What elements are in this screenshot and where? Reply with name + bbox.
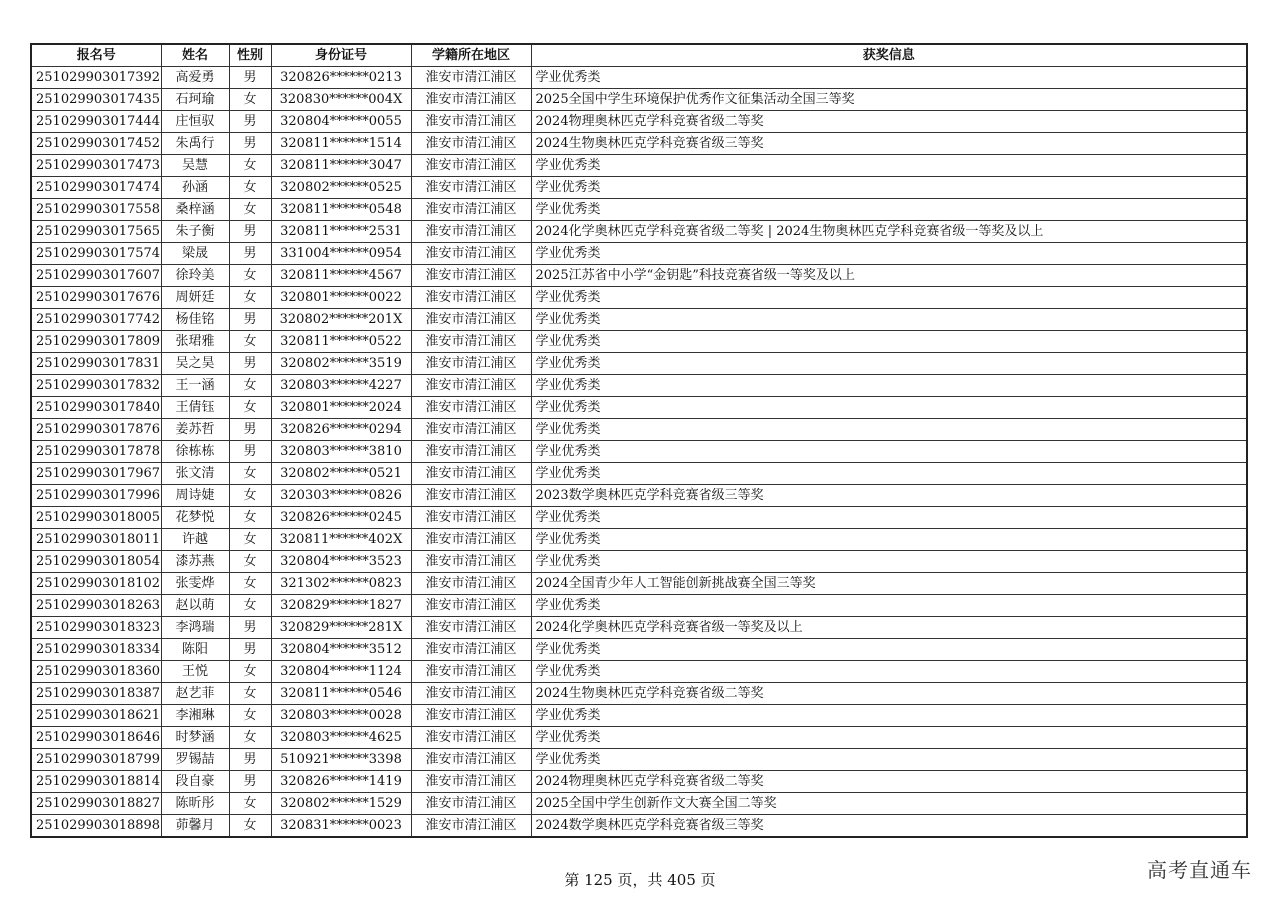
header-id-card: 身份证号: [271, 44, 411, 67]
award-cell: 学业优秀类: [531, 331, 1247, 353]
id-card-cell: 320802******0525: [271, 177, 411, 199]
id-card-cell: 320811******3047: [271, 155, 411, 177]
registration-no-cell: 251029903017558: [31, 199, 161, 221]
gender-cell: 女: [229, 397, 271, 419]
award-cell: 学业优秀类: [531, 309, 1247, 331]
name-cell: 梁晟: [161, 243, 229, 265]
id-card-cell: 320804******3523: [271, 551, 411, 573]
name-cell: 石珂瑜: [161, 89, 229, 111]
table-row: [31, 243, 1247, 265]
id-card-cell: 320811******2531: [271, 221, 411, 243]
id-card-cell: 320802******0521: [271, 463, 411, 485]
award-cell: 2024化学奥林匹克学科竞赛省级二等奖 | 2024生物奥林匹克学科竞赛省级一等奖及以上: [531, 221, 1247, 243]
award-cell: 学业优秀类: [531, 661, 1247, 683]
award-cell: 2025全国中学生创新作文大赛全国二等奖: [531, 793, 1247, 815]
registration-no-cell: 251029903017831: [31, 353, 161, 375]
id-card-cell: 320303******0826: [271, 485, 411, 507]
table-row: [31, 507, 1247, 529]
gender-cell: 男: [229, 771, 271, 793]
id-card-cell: 320811******0546: [271, 683, 411, 705]
table-row: [31, 155, 1247, 177]
id-card-cell: 320802******3519: [271, 353, 411, 375]
id-card-cell: 320811******1514: [271, 133, 411, 155]
registration-no-cell: 251029903018360: [31, 661, 161, 683]
award-cell: 学业优秀类: [531, 199, 1247, 221]
gender-cell: 男: [229, 639, 271, 661]
id-card-cell: 320804******1124: [271, 661, 411, 683]
award-cell: 学业优秀类: [531, 727, 1247, 749]
id-card-cell: 320826******1419: [271, 771, 411, 793]
name-cell: 许越: [161, 529, 229, 551]
registration-no-cell: 251029903017435: [31, 89, 161, 111]
id-card-cell: 320811******0548: [271, 199, 411, 221]
table-row: [31, 793, 1247, 815]
region-cell: 淮安市清江浦区: [411, 441, 531, 463]
award-cell: 学业优秀类: [531, 177, 1247, 199]
table-row: [31, 331, 1247, 353]
id-card-cell: 320831******0023: [271, 815, 411, 838]
region-cell: 淮安市清江浦区: [411, 287, 531, 309]
region-cell: 淮安市清江浦区: [411, 573, 531, 595]
table-row: [31, 573, 1247, 595]
award-cell: 学业优秀类: [531, 419, 1247, 441]
gender-cell: 男: [229, 133, 271, 155]
name-cell: 周诗婕: [161, 485, 229, 507]
registration-no-cell: 251029903017444: [31, 111, 161, 133]
region-cell: 淮安市清江浦区: [411, 661, 531, 683]
registration-no-cell: 251029903018334: [31, 639, 161, 661]
name-cell: 张文清: [161, 463, 229, 485]
award-cell: 学业优秀类: [531, 749, 1247, 771]
table-row: [31, 661, 1247, 683]
name-cell: 王一涵: [161, 375, 229, 397]
registration-no-cell: 251029903017832: [31, 375, 161, 397]
header-name: 姓名: [161, 44, 229, 67]
award-cell: 学业优秀类: [531, 551, 1247, 573]
award-cell: 学业优秀类: [531, 243, 1247, 265]
table-row: [31, 771, 1247, 793]
award-cell: 学业优秀类: [531, 639, 1247, 661]
award-cell: 2024全国青少年人工智能创新挑战赛全国三等奖: [531, 573, 1247, 595]
award-cell: 学业优秀类: [531, 155, 1247, 177]
id-card-cell: 320802******201X: [271, 309, 411, 331]
id-card-cell: 320826******0213: [271, 67, 411, 89]
region-cell: 淮安市清江浦区: [411, 793, 531, 815]
region-cell: 淮安市清江浦区: [411, 771, 531, 793]
name-cell: 周妍廷: [161, 287, 229, 309]
award-cell: 2024物理奥林匹克学科竞赛省级二等奖: [531, 771, 1247, 793]
name-cell: 桑梓涵: [161, 199, 229, 221]
gender-cell: 女: [229, 815, 271, 838]
award-cell: 2023数学奥林匹克学科竞赛省级三等奖: [531, 485, 1247, 507]
header-gender: 性别: [229, 44, 271, 67]
name-cell: 陈昕彤: [161, 793, 229, 815]
name-cell: 赵艺菲: [161, 683, 229, 705]
name-cell: 花梦悦: [161, 507, 229, 529]
gender-cell: 女: [229, 551, 271, 573]
gender-cell: 女: [229, 485, 271, 507]
region-cell: 淮安市清江浦区: [411, 595, 531, 617]
name-cell: 张雯烨: [161, 573, 229, 595]
watermark: 高考直通车: [1147, 858, 1252, 882]
gender-cell: 男: [229, 441, 271, 463]
region-cell: 淮安市清江浦区: [411, 397, 531, 419]
id-card-cell: 320802******1529: [271, 793, 411, 815]
name-cell: 朱禹行: [161, 133, 229, 155]
name-cell: 段自豪: [161, 771, 229, 793]
table-row: [31, 551, 1247, 573]
region-cell: 淮安市清江浦区: [411, 485, 531, 507]
gender-cell: 女: [229, 287, 271, 309]
registration-no-cell: 251029903018646: [31, 727, 161, 749]
registration-no-cell: 251029903017876: [31, 419, 161, 441]
registration-no-cell: 251029903017574: [31, 243, 161, 265]
award-cell: 2024物理奥林匹克学科竞赛省级二等奖: [531, 111, 1247, 133]
name-cell: 罗锡喆: [161, 749, 229, 771]
award-cell: 学业优秀类: [531, 463, 1247, 485]
region-cell: 淮安市清江浦区: [411, 507, 531, 529]
header-row: [31, 44, 1247, 67]
table-row: [31, 287, 1247, 309]
gender-cell: 女: [229, 727, 271, 749]
name-cell: 徐栋栋: [161, 441, 229, 463]
id-card-cell: 320829******1827: [271, 595, 411, 617]
id-card-cell: 320811******4567: [271, 265, 411, 287]
gender-cell: 男: [229, 617, 271, 639]
table-row: [31, 705, 1247, 727]
id-card-cell: 320826******0245: [271, 507, 411, 529]
name-cell: 陈阳: [161, 639, 229, 661]
award-cell: 学业优秀类: [531, 397, 1247, 419]
award-cell: 2024生物奥林匹克学科竞赛省级三等奖: [531, 133, 1247, 155]
region-cell: 淮安市清江浦区: [411, 331, 531, 353]
table-row: [31, 727, 1247, 749]
award-cell: 2024生物奥林匹克学科竞赛省级二等奖: [531, 683, 1247, 705]
table-row: [31, 309, 1247, 331]
gender-cell: 女: [229, 265, 271, 287]
registration-no-cell: 251029903017996: [31, 485, 161, 507]
id-card-cell: 321302******0823: [271, 573, 411, 595]
registration-no-cell: 251029903017474: [31, 177, 161, 199]
registration-no-cell: 251029903018814: [31, 771, 161, 793]
registration-no-cell: 251029903017878: [31, 441, 161, 463]
region-cell: 淮安市清江浦区: [411, 155, 531, 177]
name-cell: 赵以萌: [161, 595, 229, 617]
registration-no-cell: 251029903017452: [31, 133, 161, 155]
id-card-cell: 331004******0954: [271, 243, 411, 265]
table-row: [31, 265, 1247, 287]
header-region: 学籍所在地区: [411, 44, 531, 67]
registration-no-cell: 251029903018799: [31, 749, 161, 771]
region-cell: 淮安市清江浦区: [411, 815, 531, 838]
table-row: [31, 749, 1247, 771]
gender-cell: 女: [229, 661, 271, 683]
table-row: [31, 529, 1247, 551]
registration-no-cell: 251029903017392: [31, 67, 161, 89]
table-header: [31, 44, 1247, 67]
gender-cell: 女: [229, 375, 271, 397]
registration-no-cell: 251029903018263: [31, 595, 161, 617]
header-award: 获奖信息: [531, 44, 1247, 67]
table-row: [31, 485, 1247, 507]
table-row: [31, 815, 1247, 838]
region-cell: 淮安市清江浦区: [411, 199, 531, 221]
page-number: 第 125 页，共 405 页: [564, 871, 716, 889]
name-cell: 朱子衡: [161, 221, 229, 243]
gender-cell: 男: [229, 309, 271, 331]
region-cell: 淮安市清江浦区: [411, 133, 531, 155]
region-cell: 淮安市清江浦区: [411, 177, 531, 199]
region-cell: 淮安市清江浦区: [411, 243, 531, 265]
region-cell: 淮安市清江浦区: [411, 419, 531, 441]
registration-no-cell: 251029903017473: [31, 155, 161, 177]
table-row: [31, 177, 1247, 199]
gender-cell: 男: [229, 419, 271, 441]
id-card-cell: 320803******0028: [271, 705, 411, 727]
gender-cell: 女: [229, 573, 271, 595]
id-card-cell: 320830******004X: [271, 89, 411, 111]
registration-no-cell: 251029903018827: [31, 793, 161, 815]
table-row: [31, 463, 1247, 485]
name-cell: 吴之昊: [161, 353, 229, 375]
name-cell: 时梦涵: [161, 727, 229, 749]
region-cell: 淮安市清江浦区: [411, 551, 531, 573]
gender-cell: 女: [229, 155, 271, 177]
registration-no-cell: 251029903017565: [31, 221, 161, 243]
registration-no-cell: 251029903017742: [31, 309, 161, 331]
registration-no-cell: 251029903017607: [31, 265, 161, 287]
id-card-cell: 320826******0294: [271, 419, 411, 441]
registration-no-cell: 251029903018102: [31, 573, 161, 595]
name-cell: 漆苏燕: [161, 551, 229, 573]
name-cell: 杨佳铭: [161, 309, 229, 331]
gender-cell: 女: [229, 199, 271, 221]
gender-cell: 男: [229, 221, 271, 243]
id-card-cell: 320829******281X: [271, 617, 411, 639]
registration-no-cell: 251029903017967: [31, 463, 161, 485]
table-row: [31, 419, 1247, 441]
region-cell: 淮安市清江浦区: [411, 463, 531, 485]
name-cell: 张珺雅: [161, 331, 229, 353]
award-cell: 学业优秀类: [531, 67, 1247, 89]
name-cell: 姜苏哲: [161, 419, 229, 441]
name-cell: 高爱勇: [161, 67, 229, 89]
registration-no-cell: 251029903018621: [31, 705, 161, 727]
region-cell: 淮安市清江浦区: [411, 529, 531, 551]
region-cell: 淮安市清江浦区: [411, 67, 531, 89]
registration-no-cell: 251029903017676: [31, 287, 161, 309]
table-body: [31, 67, 1247, 838]
registration-no-cell: 251029903018011: [31, 529, 161, 551]
registration-no-cell: 251029903017809: [31, 331, 161, 353]
region-cell: 淮安市清江浦区: [411, 353, 531, 375]
table-row: [31, 111, 1247, 133]
registration-no-cell: 251029903018323: [31, 617, 161, 639]
award-cell: 学业优秀类: [531, 287, 1247, 309]
registration-no-cell: 251029903017840: [31, 397, 161, 419]
award-cell: 学业优秀类: [531, 441, 1247, 463]
award-cell: 学业优秀类: [531, 705, 1247, 727]
table-row: [31, 441, 1247, 463]
name-cell: 王悦: [161, 661, 229, 683]
region-cell: 淮安市清江浦区: [411, 683, 531, 705]
table-row: [31, 397, 1247, 419]
name-cell: 徐玲美: [161, 265, 229, 287]
gender-cell: 女: [229, 89, 271, 111]
table-row: [31, 133, 1247, 155]
table-row: [31, 683, 1247, 705]
table-row: [31, 639, 1247, 661]
table-row: [31, 67, 1247, 89]
award-cell: 2024数学奥林匹克学科竞赛省级三等奖: [531, 815, 1247, 838]
region-cell: 淮安市清江浦区: [411, 375, 531, 397]
award-cell: 2024化学奥林匹克学科竞赛省级一等奖及以上: [531, 617, 1247, 639]
table-row: [31, 375, 1247, 397]
gender-cell: 女: [229, 463, 271, 485]
region-cell: 淮安市清江浦区: [411, 265, 531, 287]
region-cell: 淮安市清江浦区: [411, 309, 531, 331]
table-row: [31, 89, 1247, 111]
id-card-cell: 320811******402X: [271, 529, 411, 551]
id-card-cell: 320803******3810: [271, 441, 411, 463]
id-card-cell: 320804******3512: [271, 639, 411, 661]
award-cell: 学业优秀类: [531, 375, 1247, 397]
gender-cell: 女: [229, 529, 271, 551]
name-cell: 李鸿瑞: [161, 617, 229, 639]
registration-no-cell: 251029903018005: [31, 507, 161, 529]
award-cell: 学业优秀类: [531, 353, 1247, 375]
name-cell: 庄恒驭: [161, 111, 229, 133]
gender-cell: 女: [229, 177, 271, 199]
id-card-cell: 320803******4227: [271, 375, 411, 397]
region-cell: 淮安市清江浦区: [411, 221, 531, 243]
name-cell: 李湘琳: [161, 705, 229, 727]
id-card-cell: 510921******3398: [271, 749, 411, 771]
header-registration-no: 报名号: [31, 44, 161, 67]
gender-cell: 女: [229, 793, 271, 815]
gender-cell: 女: [229, 683, 271, 705]
table-row: [31, 617, 1247, 639]
id-card-cell: 320804******0055: [271, 111, 411, 133]
gender-cell: 女: [229, 507, 271, 529]
roster-table: [30, 43, 1248, 838]
table-row: [31, 353, 1247, 375]
registration-no-cell: 251029903018898: [31, 815, 161, 838]
region-cell: 淮安市清江浦区: [411, 749, 531, 771]
table-row: [31, 221, 1247, 243]
name-cell: 吴慧: [161, 155, 229, 177]
award-cell: 2025江苏省中小学“金钥匙”科技竞赛省级一等奖及以上: [531, 265, 1247, 287]
award-cell: 2025全国中学生环境保护优秀作文征集活动全国三等奖: [531, 89, 1247, 111]
id-card-cell: 320801******2024: [271, 397, 411, 419]
award-cell: 学业优秀类: [531, 595, 1247, 617]
region-cell: 淮安市清江浦区: [411, 727, 531, 749]
gender-cell: 男: [229, 243, 271, 265]
region-cell: 淮安市清江浦区: [411, 89, 531, 111]
award-cell: 学业优秀类: [531, 507, 1247, 529]
gender-cell: 男: [229, 353, 271, 375]
registration-no-cell: 251029903018054: [31, 551, 161, 573]
name-cell: 茆馨月: [161, 815, 229, 838]
region-cell: 淮安市清江浦区: [411, 111, 531, 133]
id-card-cell: 320811******0522: [271, 331, 411, 353]
gender-cell: 男: [229, 67, 271, 89]
gender-cell: 女: [229, 705, 271, 727]
gender-cell: 男: [229, 111, 271, 133]
gender-cell: 女: [229, 595, 271, 617]
table-row: [31, 595, 1247, 617]
award-cell: 学业优秀类: [531, 529, 1247, 551]
name-cell: 王倩钰: [161, 397, 229, 419]
name-cell: 孙涵: [161, 177, 229, 199]
id-card-cell: 320803******4625: [271, 727, 411, 749]
region-cell: 淮安市清江浦区: [411, 705, 531, 727]
id-card-cell: 320801******0022: [271, 287, 411, 309]
gender-cell: 男: [229, 749, 271, 771]
table-row: [31, 199, 1247, 221]
region-cell: 淮安市清江浦区: [411, 639, 531, 661]
region-cell: 淮安市清江浦区: [411, 617, 531, 639]
registration-no-cell: 251029903018387: [31, 683, 161, 705]
gender-cell: 女: [229, 331, 271, 353]
